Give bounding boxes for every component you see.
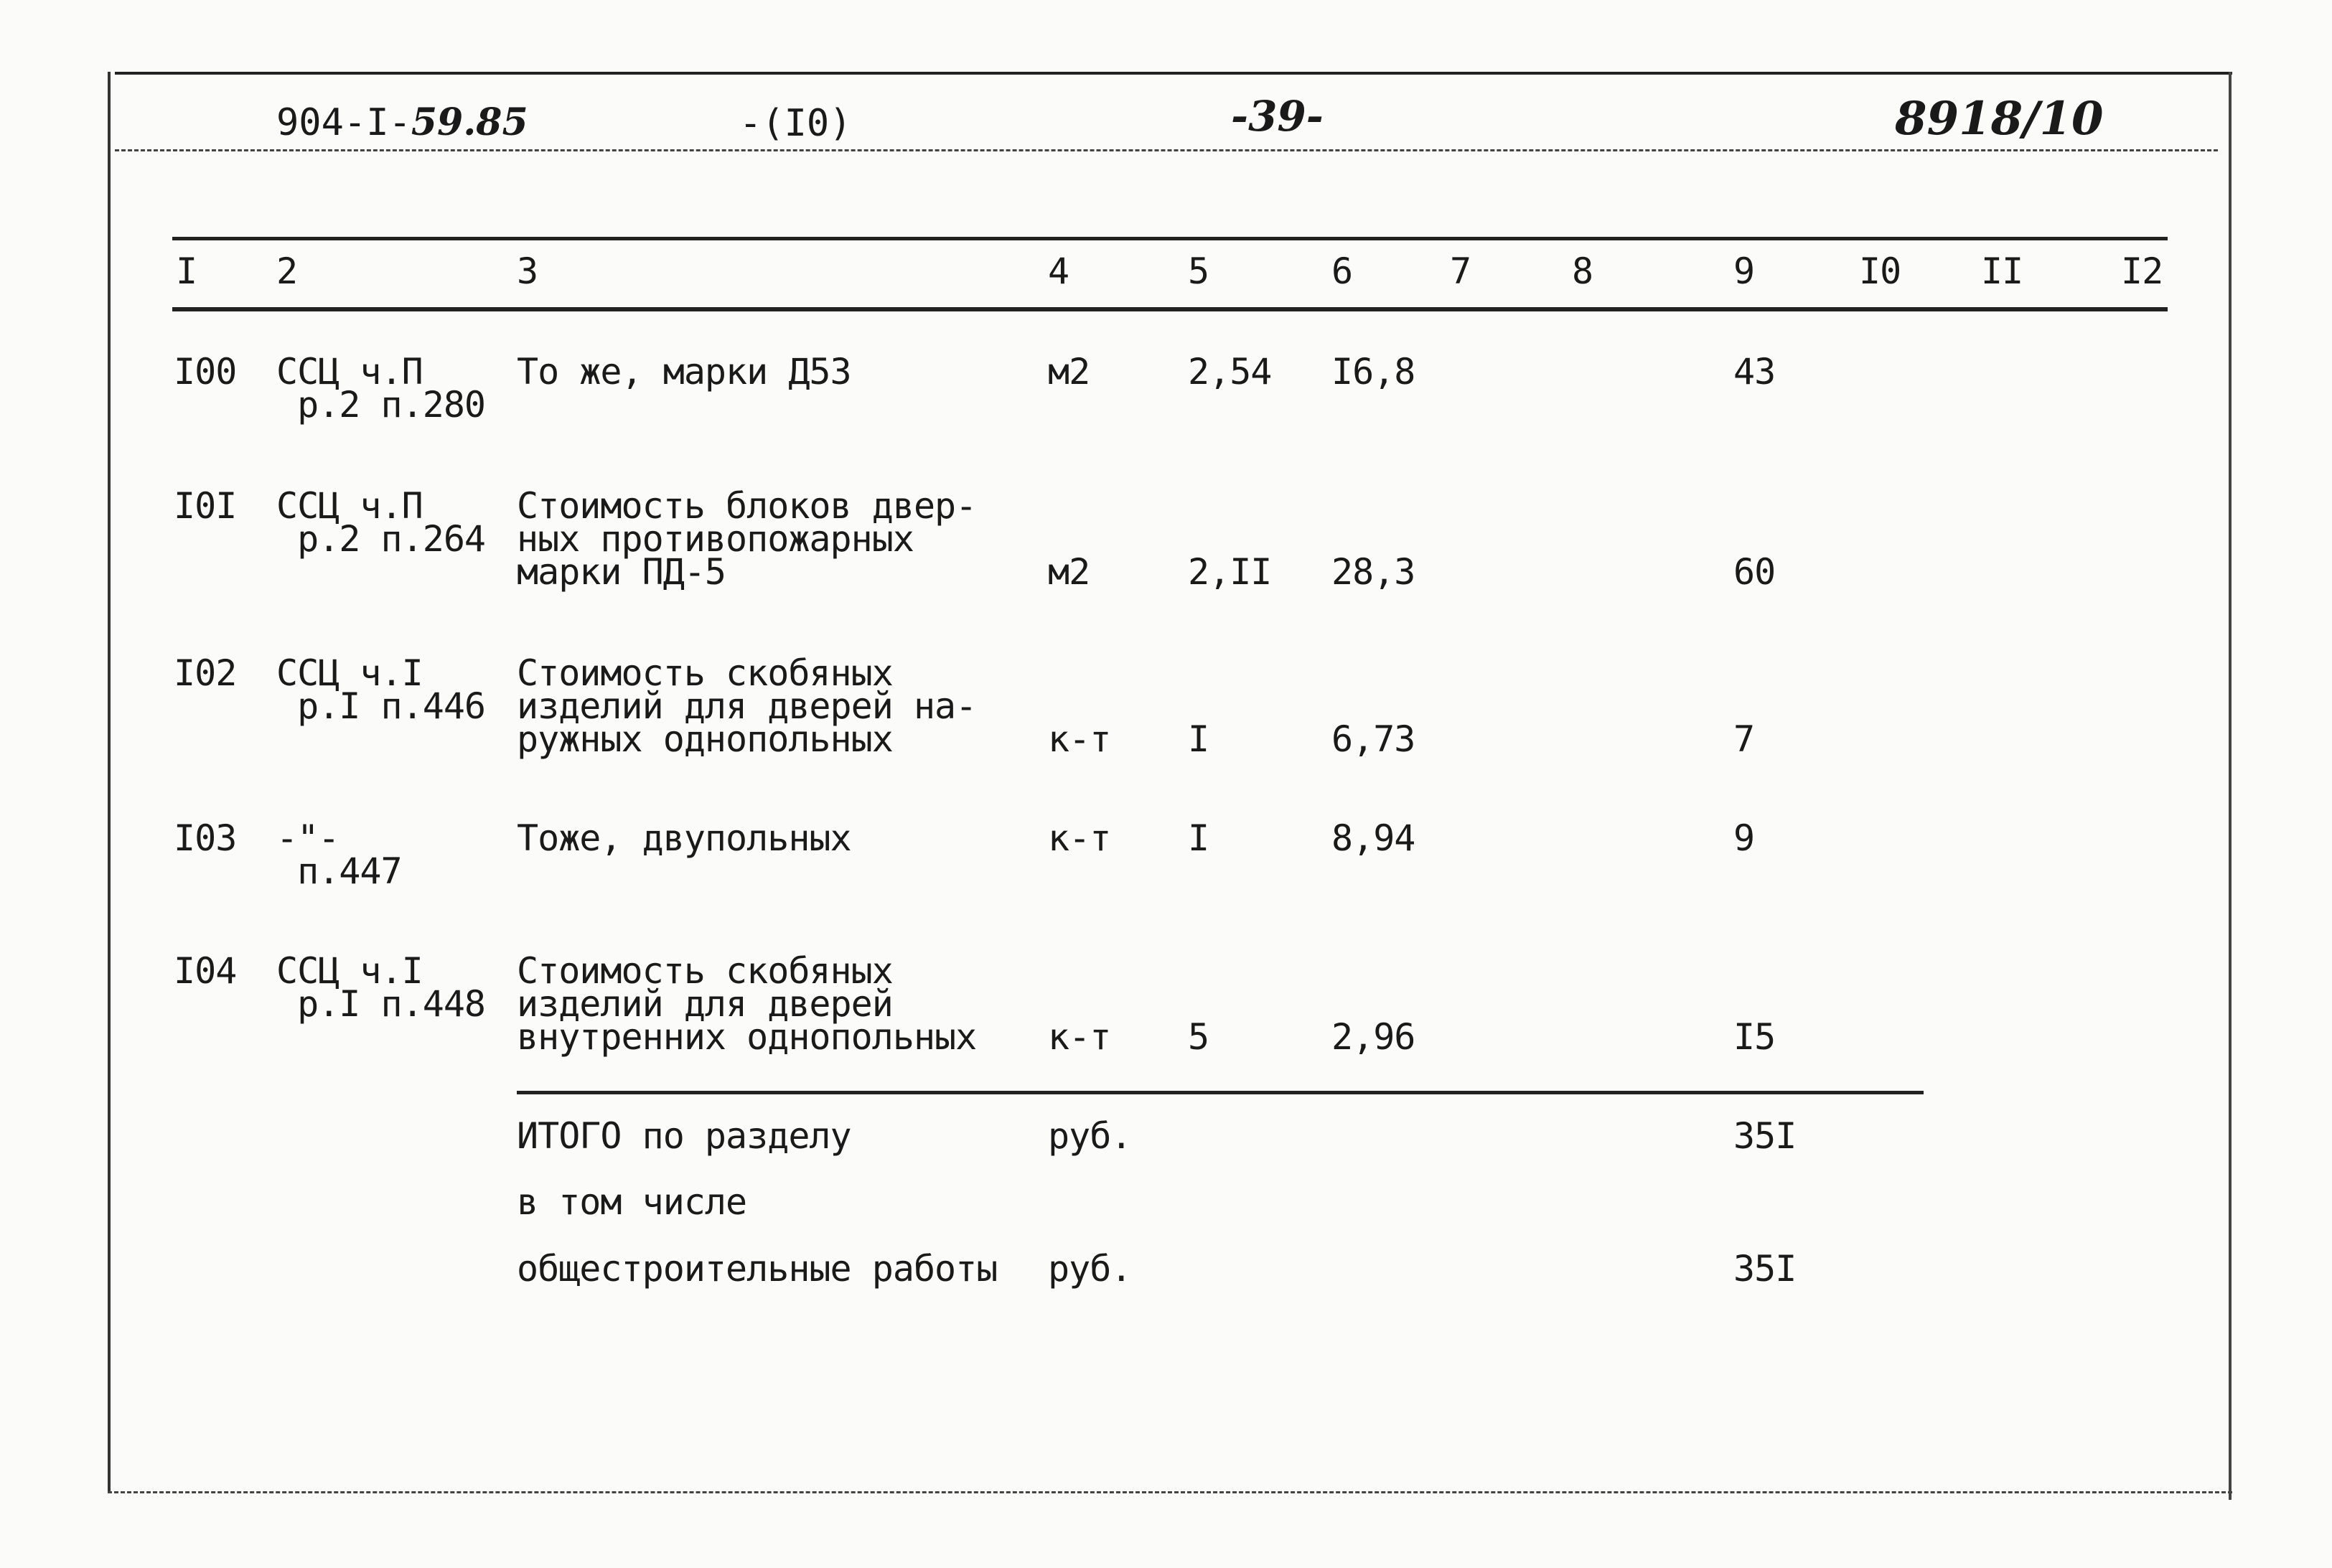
row-price: 8,94 xyxy=(1331,817,1415,859)
row-name: Стоимость скобяных изделий для дверей внутренних однопольных xyxy=(517,950,977,1058)
general-works-label: общестроительные работы xyxy=(517,1248,998,1290)
doc-code-hand: 59.85 xyxy=(411,100,528,144)
col-header-11: II xyxy=(1981,250,2023,292)
total-value: 35I xyxy=(1733,1115,1797,1157)
row-unit: к-т xyxy=(1048,718,1111,760)
col-header-4: 4 xyxy=(1048,250,1069,292)
general-works-value: 35I xyxy=(1733,1248,1797,1290)
row-number: I0I xyxy=(174,485,237,527)
row-number: I04 xyxy=(174,950,237,992)
frame-bottom-line xyxy=(108,1491,2232,1493)
col-header-8: 8 xyxy=(1572,250,1593,292)
general-works-unit: руб. xyxy=(1048,1248,1132,1290)
table-top-rule xyxy=(172,237,2168,240)
header-underline xyxy=(115,149,2218,151)
row-quantity: I xyxy=(1188,718,1209,760)
frame-top-line xyxy=(115,72,2232,75)
row-unit: м2 xyxy=(1048,551,1090,593)
doc-code xyxy=(276,100,528,144)
col-header-1: I xyxy=(176,250,197,292)
summary-rule xyxy=(517,1091,1924,1094)
col-header-10: I0 xyxy=(1859,250,1901,292)
row-name: Стоимость скобяных изделий для дверей на- ружных однопольных xyxy=(517,652,977,760)
row-name: Стоимость блоков двер- ных противопожарных марки ПД-5 xyxy=(517,485,977,593)
row-quantity: 5 xyxy=(1188,1016,1209,1058)
row-total: 60 xyxy=(1733,551,1776,593)
section-number: -(I0) xyxy=(739,102,852,145)
row-quantity: 2,II xyxy=(1188,551,1272,593)
table-header-rule xyxy=(172,307,2168,311)
col-header-12: I2 xyxy=(2121,250,2163,292)
row-unit: м2 xyxy=(1048,351,1090,393)
row-name: Тоже, двупольных xyxy=(517,817,851,859)
row-number: I00 xyxy=(174,351,237,393)
row-total: I5 xyxy=(1733,1016,1776,1058)
total-unit: руб. xyxy=(1048,1115,1132,1157)
row-reference: ССЦ ч.П р.2 п.280 xyxy=(276,351,486,426)
row-name: То же, марки Д53 xyxy=(517,351,851,393)
row-number: I03 xyxy=(174,817,237,859)
row-number: I02 xyxy=(174,652,237,694)
col-header-9: 9 xyxy=(1733,250,1755,292)
col-header-7: 7 xyxy=(1450,250,1471,292)
row-total: 7 xyxy=(1733,718,1755,760)
page-number: -39- xyxy=(1231,92,1324,141)
row-quantity: 2,54 xyxy=(1188,351,1272,393)
including-label: в том числе xyxy=(517,1181,747,1223)
row-reference: ССЦ ч.П р.2 п.264 xyxy=(276,485,486,560)
row-price: 6,73 xyxy=(1331,718,1415,760)
frame-left-line xyxy=(108,72,111,1493)
frame-right-line xyxy=(2229,72,2232,1500)
row-reference: ССЦ ч.I р.I п.446 xyxy=(276,652,486,727)
row-price: 28,3 xyxy=(1331,551,1415,593)
archive-number: 8918/10 xyxy=(1895,92,2104,146)
row-unit: к-т xyxy=(1048,1016,1111,1058)
col-header-6: 6 xyxy=(1331,250,1353,292)
col-header-3: 3 xyxy=(517,250,538,292)
col-header-5: 5 xyxy=(1188,250,1209,292)
total-label: ИТОГО по разделу xyxy=(517,1115,851,1157)
col-header-2: 2 xyxy=(276,250,298,292)
row-total: 9 xyxy=(1733,817,1755,859)
row-reference: ССЦ ч.I р.I п.448 xyxy=(276,950,486,1025)
doc-code-typed: 904-I- xyxy=(276,101,411,144)
row-reference: -"- п.447 xyxy=(276,817,402,892)
row-unit: к-т xyxy=(1048,817,1111,859)
row-total: 43 xyxy=(1733,351,1776,393)
row-price: 2,96 xyxy=(1331,1016,1415,1058)
row-quantity: I xyxy=(1188,817,1209,859)
row-price: I6,8 xyxy=(1331,351,1415,393)
